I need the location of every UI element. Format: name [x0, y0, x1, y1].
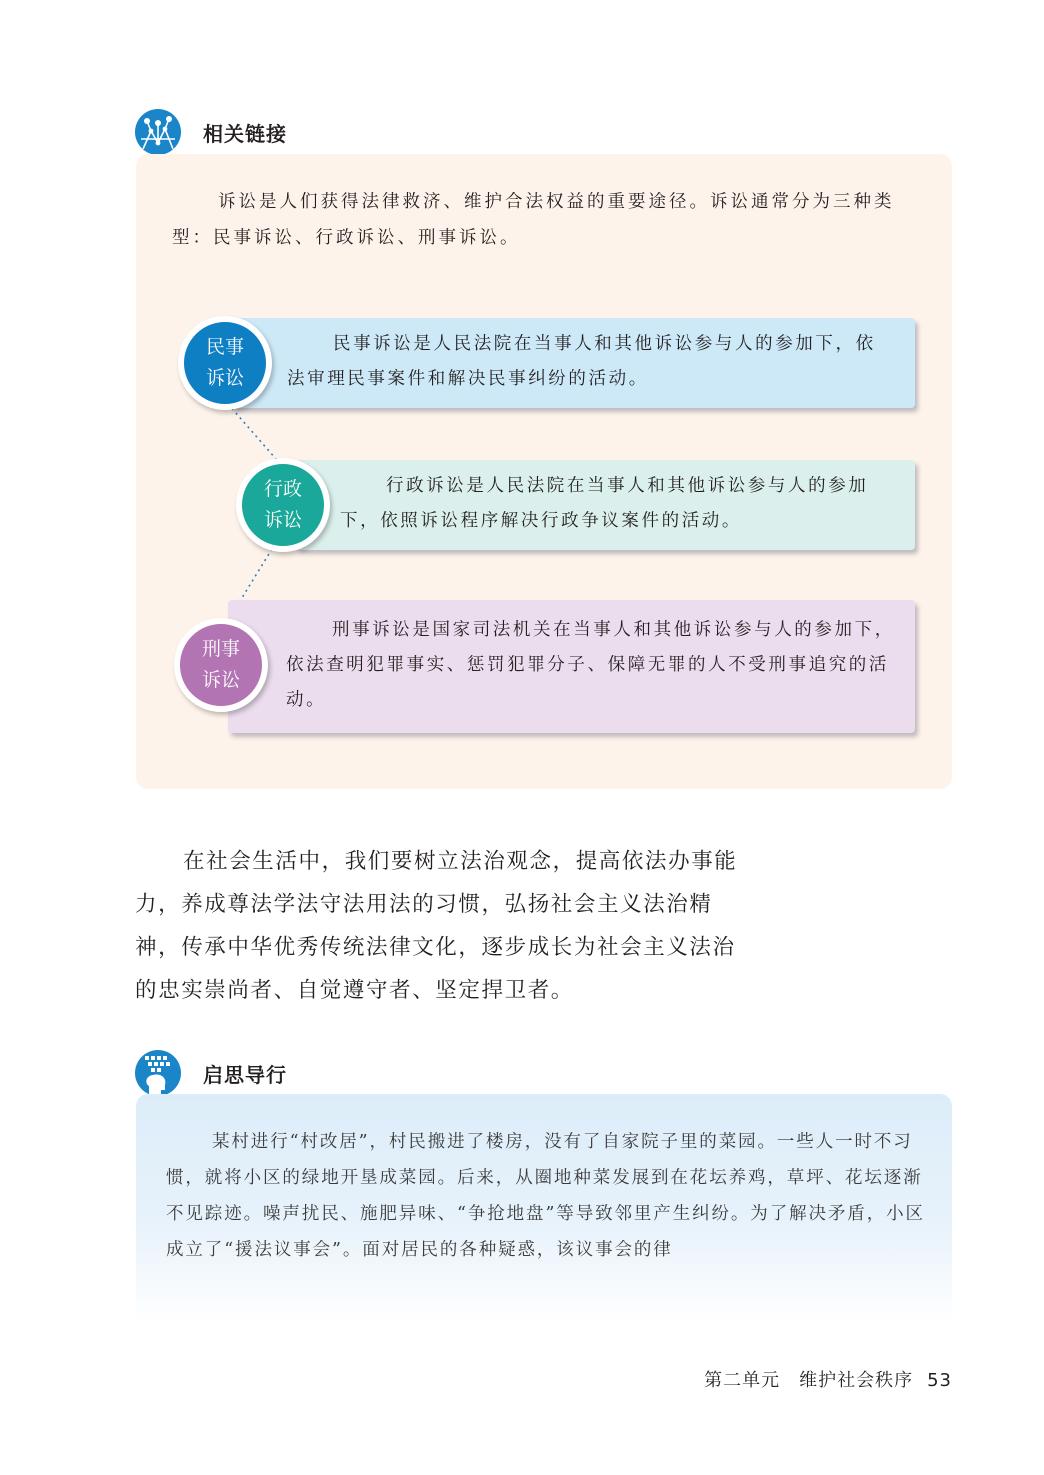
badge-label-line1: 刑事 — [201, 638, 240, 660]
badge-label-line2: 诉讼 — [205, 367, 244, 389]
criminal-litigation-card — [228, 600, 915, 733]
administrative-litigation-badge — [236, 458, 330, 552]
intro-paragraph: 诉讼是人们获得法律救济、维护合法权益的重要途径。诉讼通常分为三种类型：民事诉讼、行政诉讼、刑事诉讼。 — [172, 192, 895, 248]
badge-label-line1: 行政 — [263, 478, 302, 500]
main-paragraph: 在社会生活中，我们要树立法治观念，提高依法办事能力，养成尊法学法守法用法的习惯，弘扬社会主义法治精神，传承中华优秀传统法律文化，逐步成长为社会主义法治的忠实崇尚者、自觉遵守者、坚定捍卫者。 — [135, 849, 738, 1003]
badge-label-line2: 诉讼 — [201, 669, 240, 691]
badge-label-line1: 民事 — [205, 336, 244, 358]
section-title: 启思导行 — [203, 1062, 287, 1087]
head-pixels-icon — [135, 1050, 181, 1096]
badge-label-line2: 诉讼 — [263, 509, 302, 531]
guidance-paragraph: 某村进行“村改居”，村民搬进了楼房，没有了自家院子里的菜园。一些人一时不习惯，就将小区的绿地开垦成菜园。后来，从圈地种菜发展到在花坛养鸡，草坪、花坛逐渐不见踪迹。噪声扰民、施肥异味、“争抢地盘”等导致邻里产生纠纷。为了解决矛盾，小区成立了“援法议事会”。面对居民的各种疑惑，该议事会的律 — [166, 1132, 925, 1260]
card-text: 行政诉讼是人民法院在当事人和其他诉讼参与人的参加下，依照诉讼程序解决行政争议案件的活动。 — [340, 476, 869, 531]
related-links-box — [136, 154, 952, 789]
card-text: 刑事诉讼是国家司法机关在当事人和其他诉讼参与人的参加下，依法查明犯罪事实、惩罚犯罪分子、保障无罪的人不受刑事追究的活动。 — [286, 620, 895, 710]
guidance-heading — [135, 1048, 287, 1098]
related-links-heading — [135, 107, 287, 157]
card-text: 民事诉讼是人民法院在当事人和其他诉讼参与人的参加下，依法审理民事案件和解决民事纠纷的活动。 — [287, 334, 876, 389]
section-title: 相关链接 — [203, 121, 287, 146]
page-number: 53 — [927, 1370, 952, 1391]
guidance-box — [136, 1094, 952, 1324]
criminal-litigation-badge — [174, 618, 268, 712]
civil-litigation-badge — [178, 316, 272, 410]
civil-litigation-card — [231, 318, 915, 408]
unit-title: 第二单元 维护社会秩序 — [704, 1370, 914, 1391]
administrative-litigation-card — [296, 460, 915, 550]
page-footer — [704, 1366, 952, 1392]
network-nodes-icon — [135, 109, 181, 155]
